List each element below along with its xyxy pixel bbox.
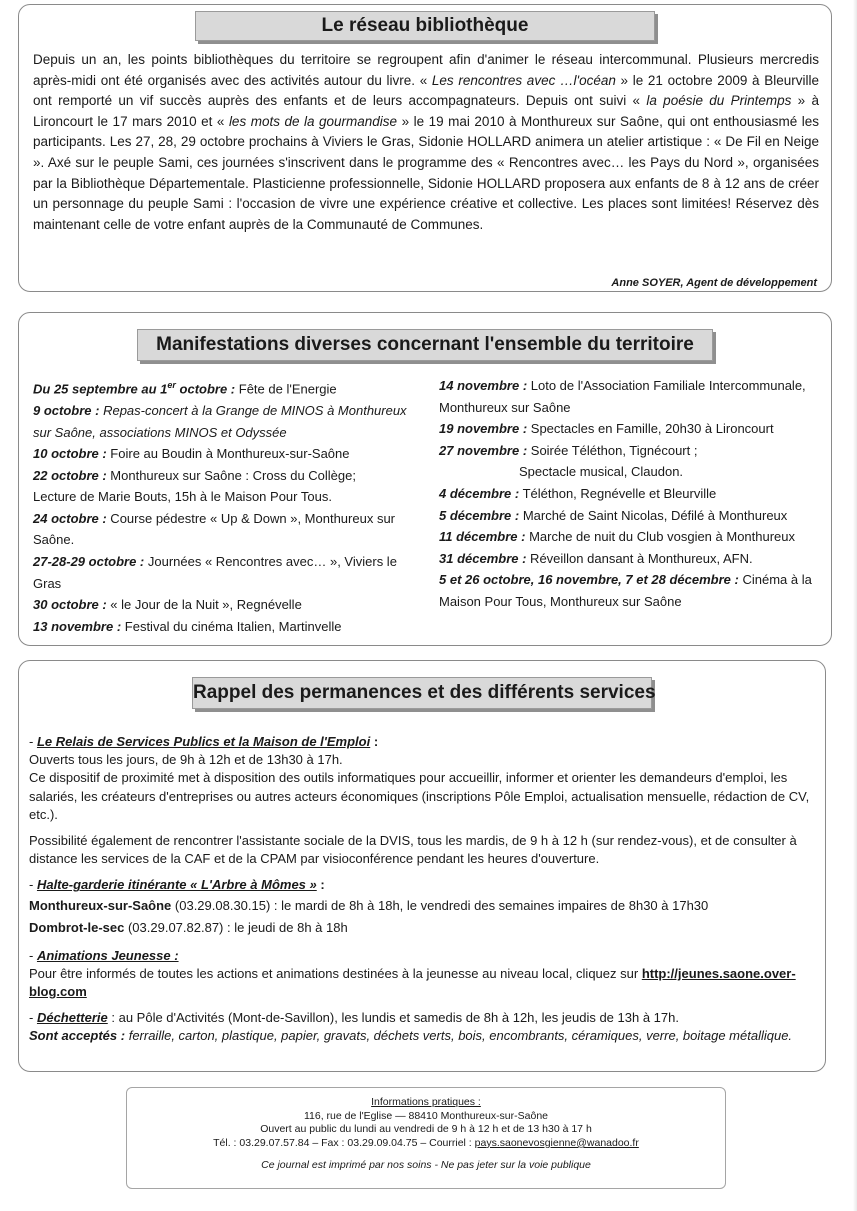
event-text: Journées « Rencontres avec… », Viviers le Gras (33, 554, 397, 591)
reseau-signature: Anne SOYER, Agent de développement (611, 277, 817, 289)
event-text: Monthureux sur Saône : Cross du Collège; (106, 467, 356, 483)
events-right-column (439, 375, 821, 613)
event-item (439, 418, 821, 440)
event-item (33, 486, 415, 508)
event-text: Repas-concert à la Grange de MINOS à Monthureux sur Saône, associations MINOS et Odyssée (33, 402, 407, 440)
event-date: 14 novembre : (439, 378, 528, 393)
manifestations-title: Manifestations diverses concernant l'ensemble du territoire (137, 329, 713, 361)
services-title: Rappel des permanences et des différents services (192, 677, 652, 709)
event-date: 31 décembre : (439, 550, 527, 566)
reseau-italic-1: Les rencontres avec …l'océan (431, 72, 616, 88)
event-date: 10 octobre : (33, 446, 107, 462)
infos-address: 116, rue de l'Eglise — 88410 Monthureux-sur-Saône (303, 1109, 549, 1122)
event-item (439, 461, 821, 483)
infos-title: Informations pratiques : (371, 1096, 481, 1108)
halte-monthureux: Monthureux-sur-Saône (03.29.08.30.15) : le mardi de 8h à 18h, le vendredi des semaines impaires de 8h30 à 17h30 (29, 897, 709, 913)
event-date: 19 novembre : (439, 421, 528, 437)
event-text: Cinéma à la Maison Pour Tous, Monthureux sur Saône (439, 572, 812, 609)
event-text: Téléthon, Regnévelle et Bleurville (519, 485, 717, 501)
event-item (33, 616, 415, 638)
event-date: 5 décembre : (439, 507, 520, 523)
event-item (439, 548, 821, 570)
event-item (439, 375, 821, 418)
halte-heading: - Halte-garderie itinérante « L'Arbre à Mômes » : (29, 877, 325, 893)
event-item (33, 375, 415, 400)
event-text: Foire au Boudin à Monthureux-sur-Saône (106, 446, 350, 462)
scan-edge (853, 0, 857, 1211)
event-item (439, 483, 821, 505)
event-date: 13 novembre : (33, 618, 122, 634)
infos-footer: Ce journal est imprimé par nos soins - Ne pas jeter sur la voie publique (261, 1159, 591, 1172)
event-item (33, 465, 415, 487)
infos-hours: Ouvert au public du lundi au vendredi de 9 h à 12 h et de 13 h30 à 17 h (260, 1123, 592, 1136)
animations-heading: - Animations Jeunesse : (29, 947, 179, 963)
event-text: Spectacle musical, Claudon. (519, 464, 684, 480)
infos-email-link[interactable]: pays.saonevosgienne@wanadoo.fr (474, 1136, 639, 1149)
informations-pratiques-box (126, 1087, 726, 1189)
event-date-end: octobre : (175, 381, 236, 397)
dechetterie-line: - Déchetterie : au Pôle d'Activités (Mont-de-Savillon), les lundis et samedis de 8h à 12h, les jeudis de 13h à 17h. (29, 1010, 679, 1026)
reseau-bibliotheque-panel (18, 4, 832, 292)
animations-text: Pour être informés de toutes les actions et animations destinées à la jeunesse au niveau local, cliquez sur http://jeunes.saone.over-blog.com (29, 965, 796, 1000)
event-text: Spectacles en Famille, 20h30 à Lironcourt (527, 421, 774, 437)
event-item (33, 551, 415, 594)
event-item (33, 443, 415, 465)
event-text: « le Jour de la Nuit », Regnévelle (106, 597, 302, 613)
event-text: Réveillon dansant à Monthureux, AFN. (526, 550, 753, 566)
event-text: Marche de nuit du Club vosgien à Monthureux (525, 529, 796, 545)
event-date: 9 octobre : (33, 402, 100, 418)
events-left-column (33, 375, 415, 637)
event-text: Soirée Téléthon, Tignécourt ; (527, 442, 698, 458)
event-item (439, 526, 821, 548)
event-text: Lecture de Marie Bouts, 15h à le Maison Pour Tous. (33, 489, 332, 505)
relais-possibility: Possibilité également de rencontrer l'assistante sociale de la DVIS, tous les mardis, de 9 h à 12 h (sur rendez-vous), et de consulter à distance les services de la CAF et de la CPAM par visioconférence pendant les heures d'ouverture. (29, 833, 797, 867)
manifestations-panel (18, 312, 832, 646)
reseau-italic-3: les mots de la gourmandise (228, 113, 398, 129)
event-date: 24 octobre : (33, 510, 107, 526)
relais-hours: Ouverts tous les jours, de 9h à 12h et de 13h30 à 17h. (29, 752, 343, 768)
event-item (439, 505, 821, 527)
event-date: 4 décembre : (439, 485, 520, 501)
event-date: Du 25 septembre au 1 (33, 381, 168, 397)
event-date: 27-28-29 octobre : (33, 554, 145, 570)
dechetterie-accepted: Sont acceptés : ferraille, carton, plastique, papier, gravats, déchets verts, bois, encombrants, céramiques, verre, boitage métallique. (29, 1028, 793, 1044)
event-item (33, 508, 415, 551)
relais-heading: - Le Relais de Services Publics et la Maison de l'Emploi : (29, 734, 379, 749)
reseau-text-3: » à Lironcourt le 17 mars 2010 et « (33, 93, 819, 129)
event-item (439, 569, 821, 612)
reseau-text-2: » le 21 octobre 2009 à Bleurville ont remporté un vif succès auprès des enfants et de leurs accompagnateurs. Depuis ont suivi « (33, 72, 819, 109)
reseau-body (33, 50, 819, 235)
reseau-text-4: » le 19 mai 2010 à Monthureux sur Saône, qui ont enthousiasmé les participants. Les 27, 28, 29 octobre prochains à Viviers le Gras, Sidonie HOLLARD animera un atelier artistique : « De Fil en Neige ». Axé sur le peuple Sami, ces journées s'inscrivent dans le programme des « Rencontres avec… les Pays du Nord », organisées par la Bibliothèque Départementale. Plasticienne professionnelle, Sidonie HOLLARD proposera aux enfants de 8 à 12 ans de créer un personnage du peuple Sami : l'occasion de vivre une expérience créative et collective. Les places sont limitées! Réservez dès maintenant celle de votre enfant auprès de la Communauté de Communes. (33, 113, 819, 232)
infos-contact: Tél. : 03.29.07.57.84 – Fax : 03.29.09.04.75 – Courriel : pays.saonevosgienne@wanadoo.fr (213, 1136, 639, 1149)
event-date: 11 décembre : (439, 529, 526, 545)
services-content (29, 733, 821, 1046)
event-date: 27 novembre : (439, 442, 528, 458)
event-text: Loto de l'Association Familiale Intercommunale, Monthureux sur Saône (439, 378, 806, 415)
event-text: Festival du cinéma Italien, Martinvelle (121, 618, 342, 634)
event-item (33, 400, 415, 443)
event-date: 30 octobre : (33, 597, 107, 613)
event-item (33, 594, 415, 616)
reseau-title: Le réseau bibliothèque (195, 11, 655, 41)
event-date-sup: er (167, 380, 176, 390)
services-panel (18, 660, 826, 1072)
event-date: 22 octobre : (33, 467, 107, 483)
event-date: 5 et 26 octobre, 16 novembre, 7 et 28 décembre : (439, 572, 739, 588)
relais-description: Ce dispositif de proximité met à disposition des outils informatiques pour accueillir, informer et orienter les demandeurs d'emploi, les salariés, les créateurs d'entreprises ou autres acteurs économiques (inscriptions Pôle Emploi, actualisation mensuelle, rédaction de CV, etc.). (29, 770, 810, 822)
halte-dombrot: Dombrot-le-sec (03.29.07.82.87) : le jeudi de 8h à 18h (29, 919, 348, 935)
event-text: Fête de l'Energie (235, 381, 337, 397)
event-text: Marché de Saint Nicolas, Défilé à Monthureux (519, 507, 788, 523)
reseau-italic-2: la poésie du Printemps (646, 93, 792, 109)
event-text: Course pédestre « Up & Down », Monthureux sur Saône. (33, 510, 395, 548)
reseau-text-1: Depuis un an, les points bibliothèques du territoire se regroupent afin d'animer le réseau intercommunal. Plusieurs mercredis après-midi ont été organisés avec des activités autour du livre. « (33, 52, 819, 88)
event-item (439, 440, 821, 462)
jeunes-blog-link[interactable]: http://jeunes.saone.over-blog.com (29, 965, 796, 1000)
